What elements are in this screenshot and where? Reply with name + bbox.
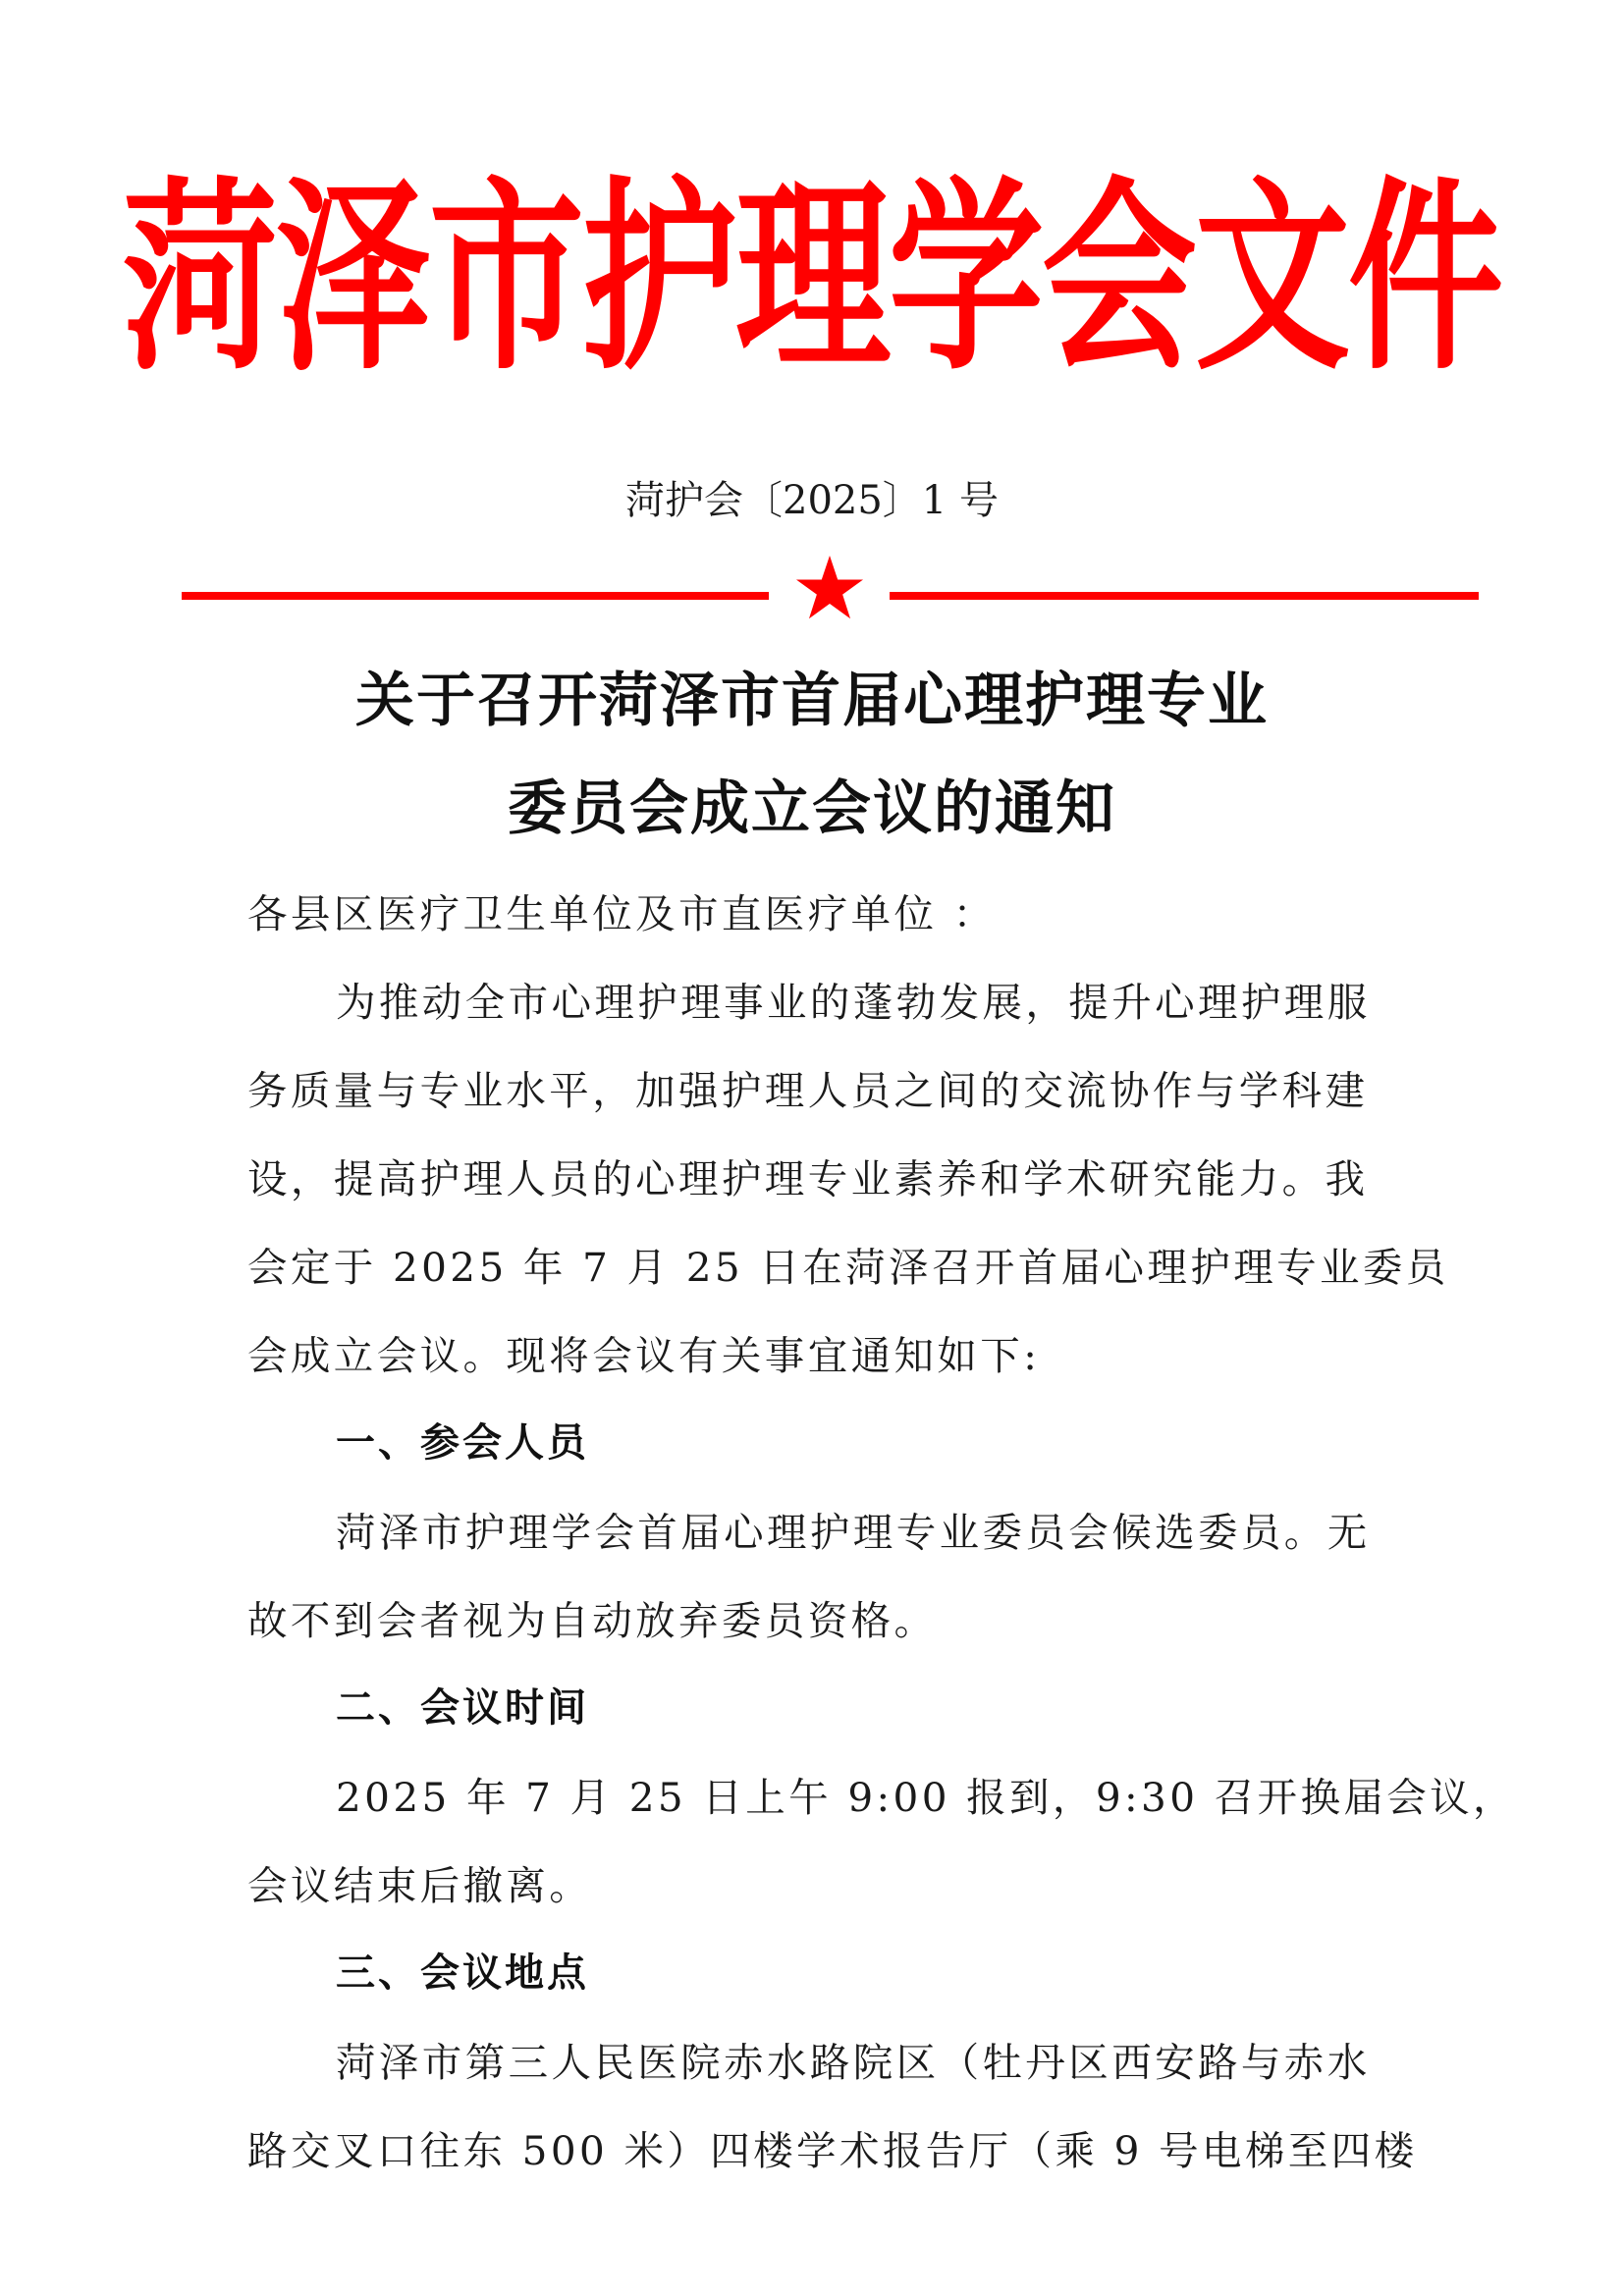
masthead-title: 菏泽市护理学会文件 [123, 159, 1501, 399]
section-heading-time: 二、会议时间 [336, 1685, 589, 1731]
section-heading-attendees: 一、参会人员 [336, 1420, 589, 1466]
section-line: 菏泽市第三人民医院赤水路院区（牡丹区西安路与赤水 [336, 2039, 1371, 2086]
section-line: 会议结束后撤离。 [247, 1862, 593, 1909]
section-line: 2025 年 7 月 25 日上午 9:00 报到，9:30 召开换届会议， [336, 1774, 1516, 1821]
intro-line: 会定于 2025 年 7 月 25 日在菏泽召开首届心理护理专业委员 [247, 1244, 1449, 1291]
red-rule-right [890, 592, 1479, 600]
intro-line: 会成立会议。现将会议有关事宜通知如下: [247, 1332, 1041, 1379]
intro-line: 为推动全市心理护理事业的蓬勃发展，提升心理护理服 [336, 979, 1371, 1026]
intro-line: 设，提高护理人员的心理护理专业素养和学术研究能力。我 [247, 1155, 1369, 1202]
salutation: 各县区医疗卫生单位及市直医疗单位 ： [247, 890, 997, 937]
section-heading-location: 三、会议地点 [336, 1950, 589, 1996]
document-number: 菏护会〔2025〕1 号 [625, 478, 999, 523]
notice-title-line-2: 委员会成立会议的通知 [508, 774, 1116, 843]
section-line: 路交叉口往东 500 米）四楼学术报告厅（乘 9 号电梯至四楼 [247, 2127, 1418, 2174]
section-line: 故不到会者视为自动放弃委员资格。 [247, 1597, 938, 1644]
section-line: 菏泽市护理学会首届心理护理专业委员会候选委员。无 [336, 1509, 1371, 1556]
notice-title-line-1: 关于召开菏泽市首届心理护理专业 [355, 667, 1269, 735]
intro-line: 务质量与专业水平，加强护理人员之间的交流协作与学科建 [247, 1067, 1369, 1114]
red-star-icon [795, 556, 864, 620]
red-rule-left [182, 592, 769, 600]
